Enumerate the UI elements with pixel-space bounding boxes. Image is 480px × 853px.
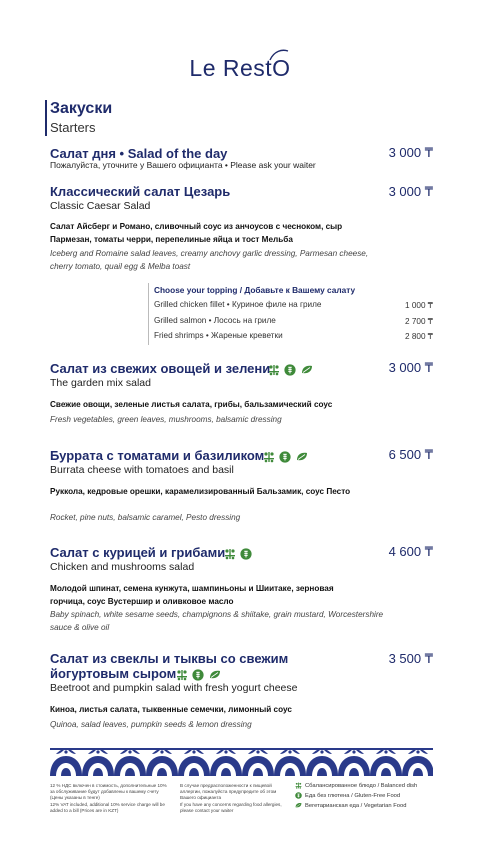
legend-vegetarian xyxy=(295,802,406,809)
gluten-free-icon xyxy=(192,669,204,681)
balanced-icon xyxy=(176,669,188,681)
ornament-band xyxy=(50,748,433,776)
item-price: 3 000 ₸ xyxy=(388,184,433,199)
vegetarian-icon xyxy=(296,451,308,463)
vegetarian-icon xyxy=(295,802,302,809)
topping-price: 1 000 ₸ xyxy=(405,301,433,310)
item-description-ru: Руккола, кедровые орешки, карамелизированный Бальзамик, соус Песто xyxy=(50,487,351,496)
brand-logo: Le RestO xyxy=(189,55,291,81)
balanced-icon xyxy=(268,364,280,376)
item-title: Буррата с томатами и базиликом xyxy=(50,448,265,463)
item-diet-icons xyxy=(268,361,313,379)
item-subtitle: Burrata cheese with tomatoes and basil xyxy=(50,464,234,476)
footer-vat-note-en: 12% VAT included, additional 10% service charge will be added to a bill (Prices are in KZT) xyxy=(50,802,165,813)
item-price: 6 500 ₸ xyxy=(388,447,433,462)
item-description-ru: Киноа, листья салата, тыквенные семечки, лимонный соус xyxy=(50,705,292,714)
item-subtitle: Classic Caesar Salad xyxy=(50,200,151,212)
item-price: 3 000 ₸ xyxy=(388,360,433,375)
item-price: 3 000 ₸ xyxy=(388,145,433,160)
footer-vat-note-ru: 12 % НДС включен в стоимость, дополнительные 10% за обслуживание будут добавлены к вашему счету (Цены указаны в тенге) xyxy=(50,783,167,800)
item-description-en: Iceberg and Romaine salad leaves, creamy anchovy garlic dressing, Parmesan cheese, cherry tomato, quail egg & Melba toast xyxy=(50,249,369,271)
item-diet-icons xyxy=(263,448,308,466)
section-title: Закуски xyxy=(50,100,113,117)
section-subtitle: Starters xyxy=(50,120,96,135)
balanced-icon xyxy=(295,782,302,789)
balanced-icon xyxy=(263,451,275,463)
footer-allergy-note-ru: В случае предрасположенности к пищевой аллергии, пожалуйста предупредите об этом Вашего официанта xyxy=(180,783,277,800)
item-title: Салат дня • Salad of the day xyxy=(50,146,228,161)
item-description-en: Baby spinach, white sesame seeds, champignons & shiitake, grain mustard, Worcestershire sauce & olive oil xyxy=(50,610,384,632)
legend-balanced xyxy=(295,782,417,789)
item-title: Салат из свежих овощей и зелени xyxy=(50,361,271,376)
topping-price: 2 700 ₸ xyxy=(405,317,433,326)
logo-swoosh-icon xyxy=(268,49,290,61)
item-title: Салат из свеклы и тыквы со свежим xyxy=(50,651,289,666)
footer-allergy-note-en: If you have any concerns regarding food allergies, please contact your waiter xyxy=(180,802,282,813)
item-description-ru: Молодой шпинат, семена кунжута, шампиньоны и Шиитаке, зерновая горчица, соус Вустершир и оливковое масло xyxy=(50,584,334,606)
section-bar xyxy=(45,100,47,136)
legend-label: Сбалансированное блюдо / Balanced dish xyxy=(305,783,418,790)
item-subtitle: The garden mix salad xyxy=(50,377,151,389)
legend-gluten-free xyxy=(295,792,400,799)
topping-price: 2 800 ₸ xyxy=(405,332,433,341)
item-title: Классический салат Цезарь xyxy=(50,184,231,199)
item-description-en: Rocket, pine nuts, balsamic caramel, Pesto dressing xyxy=(50,513,241,522)
topping-row: Fried shrimps • Жареные креветки xyxy=(154,331,283,340)
item-title: Салат с курицей и грибами xyxy=(50,545,226,560)
gluten-free-icon xyxy=(279,451,291,463)
item-price: 4 600 ₸ xyxy=(388,544,433,559)
item-subtitle: Beetroot and pumpkin salad with fresh yogurt cheese xyxy=(50,682,298,694)
item-price: 3 500 ₸ xyxy=(388,651,433,666)
balanced-icon xyxy=(224,548,236,560)
gluten-free-icon xyxy=(284,364,296,376)
item-diet-icons xyxy=(224,545,252,563)
gluten-free-icon xyxy=(295,792,302,799)
item-subtitle: Chicken and mushrooms salad xyxy=(50,561,195,573)
item-description-ru: Свежие овощи, зеленые листья салата, грибы, бальзамический соус xyxy=(50,400,333,409)
vegetarian-icon xyxy=(301,364,313,376)
topping-row: Grilled salmon • Лосось на гриле xyxy=(154,316,276,325)
topping-header: Choose your topping / Добавьте к Вашему салату xyxy=(154,285,356,295)
item-description-en: Fresh vegetables, green leaves, mushrooms, balsamic dressing xyxy=(50,415,282,424)
legend-label: Вегетарианская еда / Vegetarian Food xyxy=(305,803,407,810)
legend-label: Еда без глютена / Gluten-Free Food xyxy=(305,793,401,800)
item-title-line2: йогуртовым сыром xyxy=(50,666,177,681)
topping-row: Grilled chicken fillet • Куриное филе на гриле xyxy=(154,300,322,309)
item-description-en: Quinoa, salad leaves, pumpkin seeds & lemon dressing xyxy=(50,720,252,729)
vegetarian-icon xyxy=(209,669,221,681)
item-description-ru: Салат Айсберг и Романо, сливочный соус из анчоусов с чесноком, сыр Пармезан, томаты черри, перепелиные яйца и тост Мельба xyxy=(50,222,343,244)
item-note: Пожалуйста, уточните у Вашего официанта • Please ask your waiter xyxy=(50,160,316,170)
gluten-free-icon xyxy=(240,548,252,560)
